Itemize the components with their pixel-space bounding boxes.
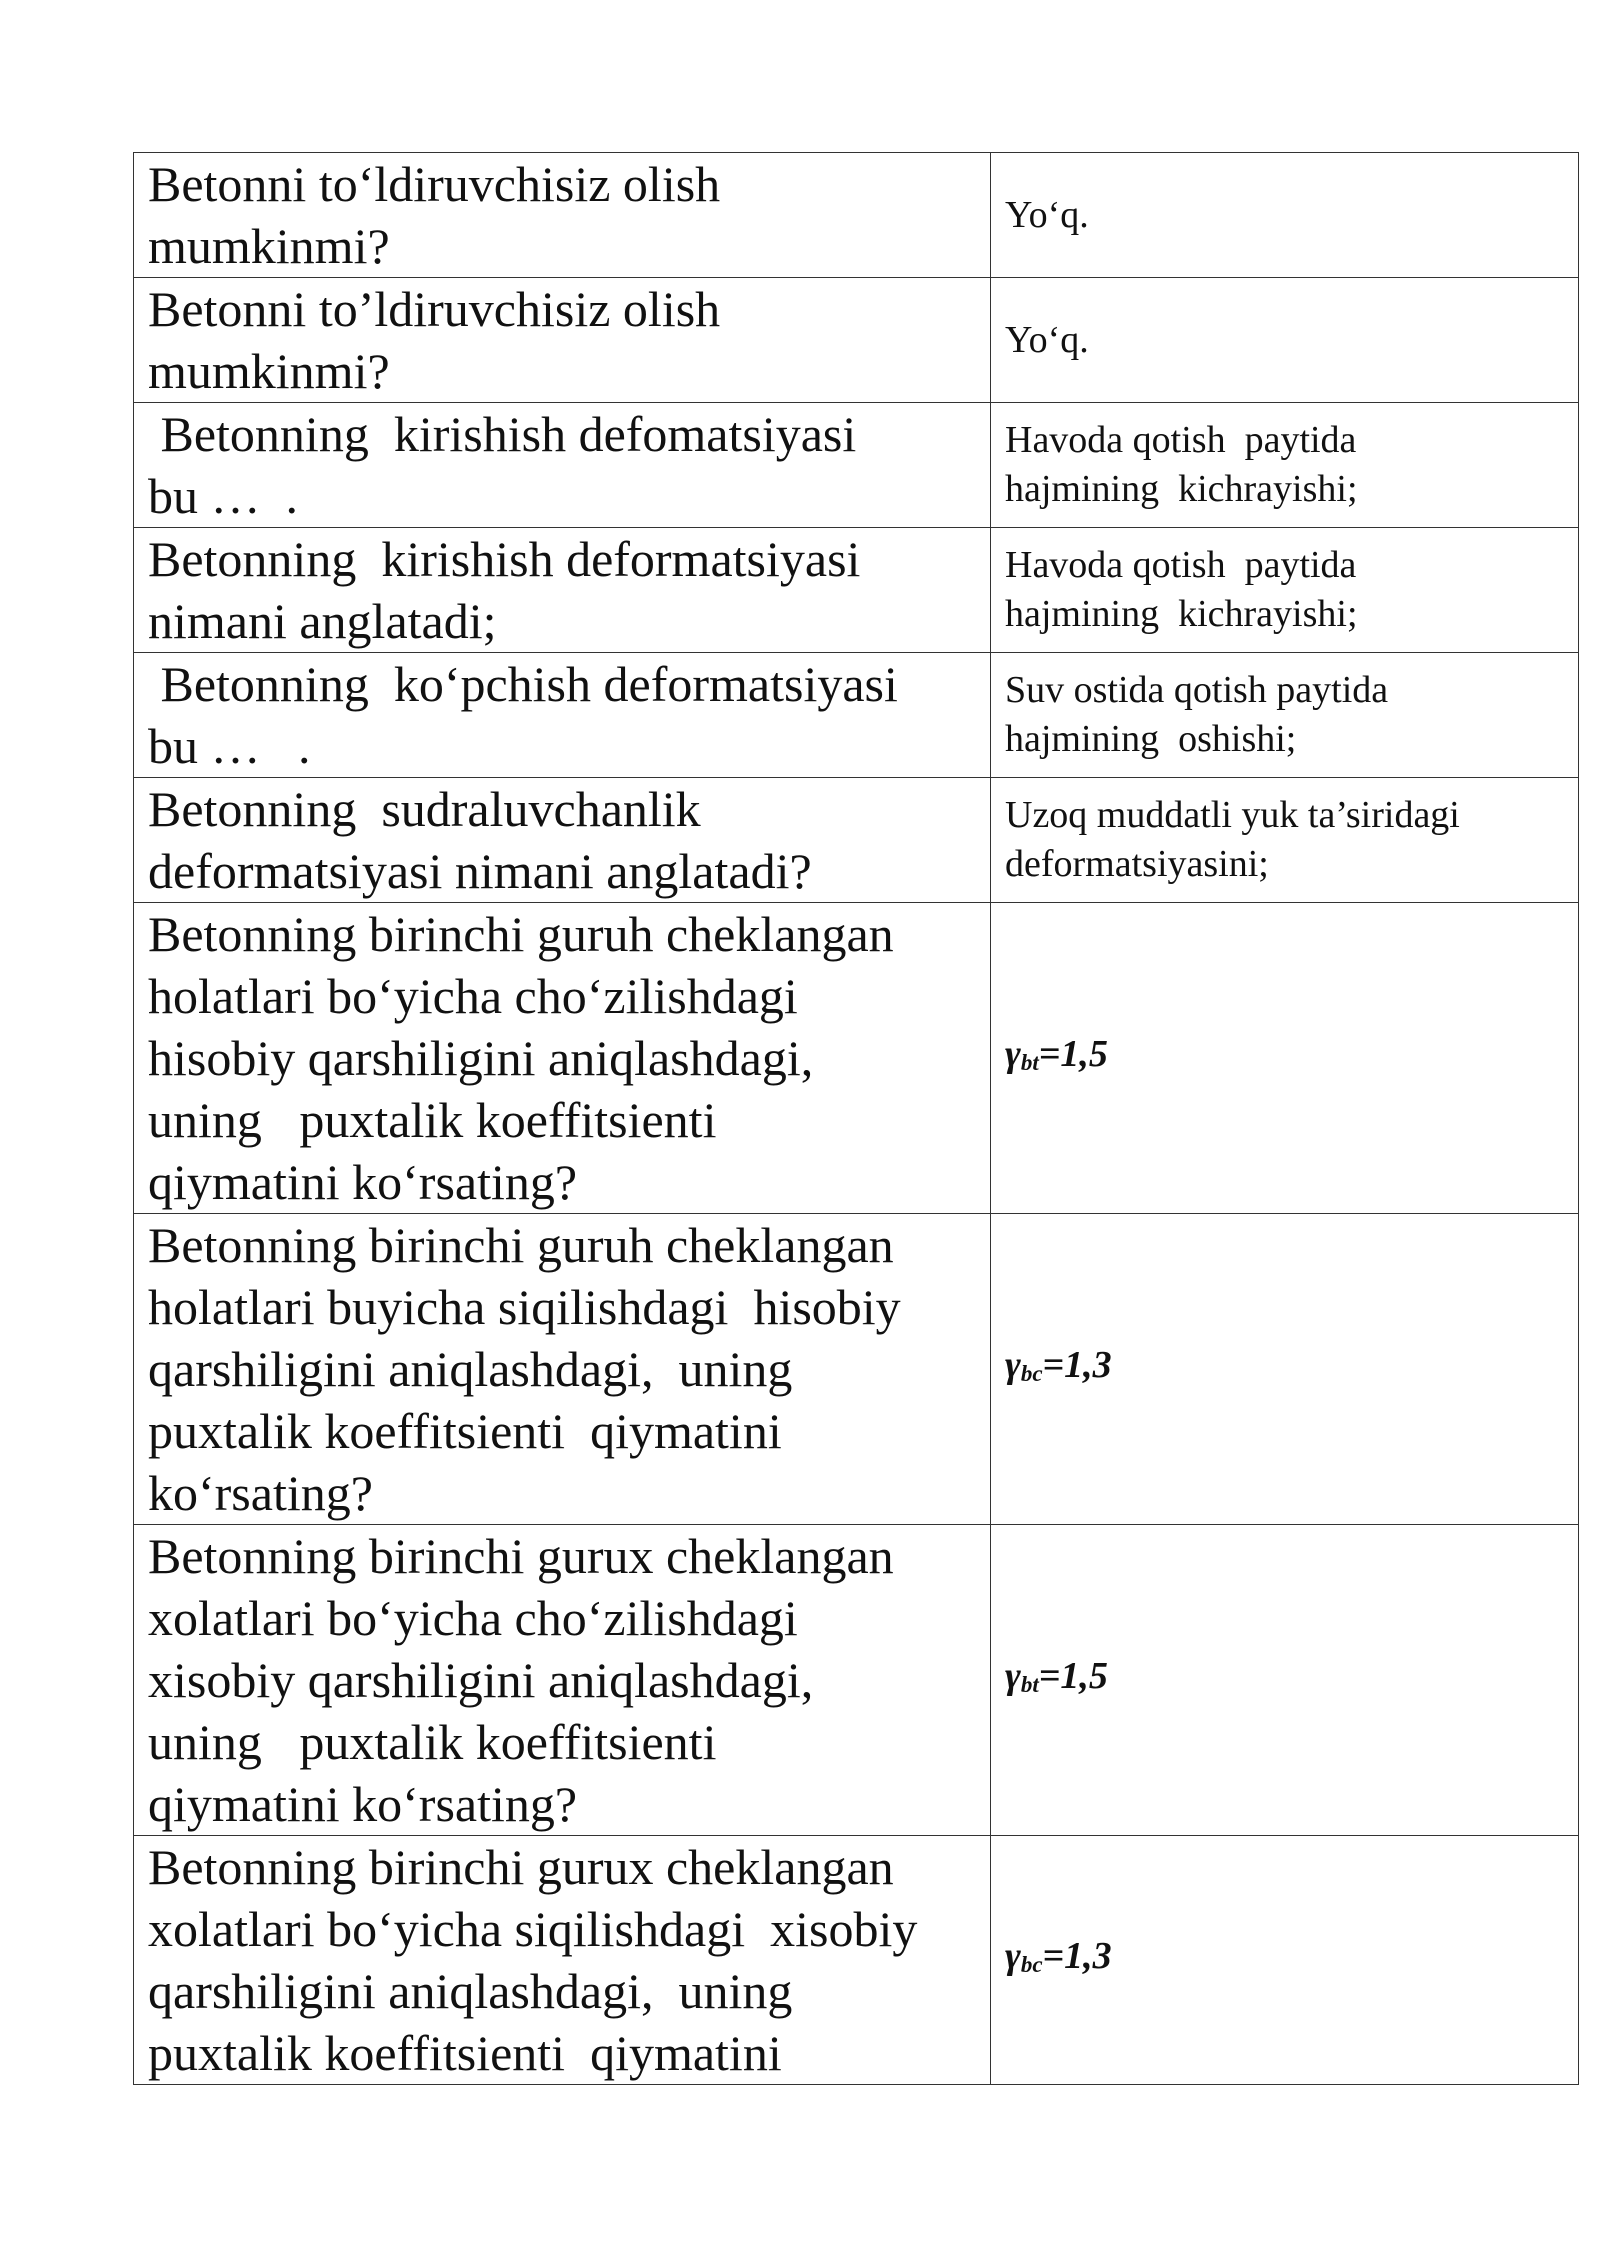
coefficient-value: =1,5 [1038, 1654, 1108, 1697]
answer-cell [991, 153, 1579, 278]
question-text: Betonni to’ldiruvchisiz olish mumkinmi? [148, 281, 721, 399]
table-row [134, 278, 1579, 403]
coefficient-subscript: bt [1020, 1049, 1039, 1075]
coefficient-symbol: γ [1005, 1032, 1021, 1075]
table-row [134, 528, 1579, 653]
question-text: Betonning birinchi gurux cheklangan xolatlari bo‘yicha cho‘zilishdagi xisobiy qarshiligini aniqlashdagi, uning puxtalik koeffitsienti qiymatini ko‘rsating? [148, 1528, 894, 1832]
coefficient-answer-cell [991, 1836, 1579, 2085]
coefficient-value: =1,5 [1038, 1032, 1108, 1075]
table-row [134, 1525, 1579, 1836]
question-cell [134, 1214, 991, 1525]
question-cell [134, 653, 991, 778]
coefficient-symbol: γ [1005, 1654, 1021, 1697]
answer-text: Uzoq muddatli yuk ta’siridagi deformatsiyasini; [1005, 794, 1460, 885]
coefficient-symbol: γ [1005, 1343, 1021, 1386]
answer-text: Yo‘q. [1005, 193, 1089, 236]
question-text: Betonning kirishish defomatsiyasi bu … . [148, 406, 857, 524]
table-row [134, 1214, 1579, 1525]
coefficient-value: =1,3 [1042, 1343, 1112, 1386]
answer-text: Suv ostida qotish paytida hajmining oshishi; [1005, 669, 1389, 760]
question-answer-table [133, 152, 1579, 2085]
table-row [134, 153, 1579, 278]
coefficient-value: =1,3 [1042, 1934, 1112, 1977]
question-text: Betonning birinchi guruh cheklangan holatlari buyicha siqilishdagi hisobiy qarshiligini aniqlashdagi, uning puxtalik koeffitsienti qiymatini ko‘rsating? [148, 1217, 901, 1521]
coefficient-answer-cell [991, 1214, 1579, 1525]
coefficient-subscript: bt [1020, 1671, 1039, 1697]
question-cell [134, 278, 991, 403]
question-cell [134, 1836, 991, 2085]
question-cell [134, 153, 991, 278]
question-text: Betonning ko‘pchish deformatsiyasi bu … . [148, 656, 898, 774]
question-cell [134, 778, 991, 903]
table-row [134, 1836, 1579, 2085]
answer-cell [991, 528, 1579, 653]
answer-cell [991, 778, 1579, 903]
question-text: Betonning birinchi guruh cheklangan holatlari bo‘yicha cho‘zilishdagi hisobiy qarshiligini aniqlashdagi, uning puxtalik koeffitsienti qiymatini ko‘rsating? [148, 906, 894, 1210]
table-row [134, 903, 1579, 1214]
answer-cell [991, 403, 1579, 528]
answer-cell [991, 278, 1579, 403]
table-row [134, 653, 1579, 778]
table-row [134, 403, 1579, 528]
question-cell [134, 403, 991, 528]
coefficient-answer-cell [991, 1525, 1579, 1836]
coefficient-answer-cell [991, 903, 1579, 1214]
question-text: Betonning sudraluvchanlik deformatsiyasi nimani anglatadi? [148, 781, 812, 899]
coefficient-subscript: bc [1020, 1951, 1043, 1977]
answer-text: Havoda qotish paytida hajmining kichrayishi; [1005, 544, 1358, 635]
coefficient-subscript: bc [1020, 1360, 1043, 1386]
answer-cell [991, 653, 1579, 778]
question-text: Betonning kirishish deformatsiyasi nimani anglatadi; [148, 531, 861, 649]
answer-text: Yo‘q. [1005, 318, 1089, 361]
table-row [134, 778, 1579, 903]
question-text: Betonning birinchi gurux cheklangan xolatlari bo‘yicha siqilishdagi xisobiy qarshiligini aniqlashdagi, uning puxtalik koeffitsienti qiymatini [148, 1839, 918, 2081]
question-cell [134, 903, 991, 1214]
question-text: Betonni to‘ldiruvchisiz olish mumkinmi? [148, 156, 721, 274]
answer-text: Havoda qotish paytida hajmining kichrayishi; [1005, 419, 1358, 510]
question-cell [134, 528, 991, 653]
coefficient-symbol: γ [1005, 1934, 1021, 1977]
question-cell [134, 1525, 991, 1836]
